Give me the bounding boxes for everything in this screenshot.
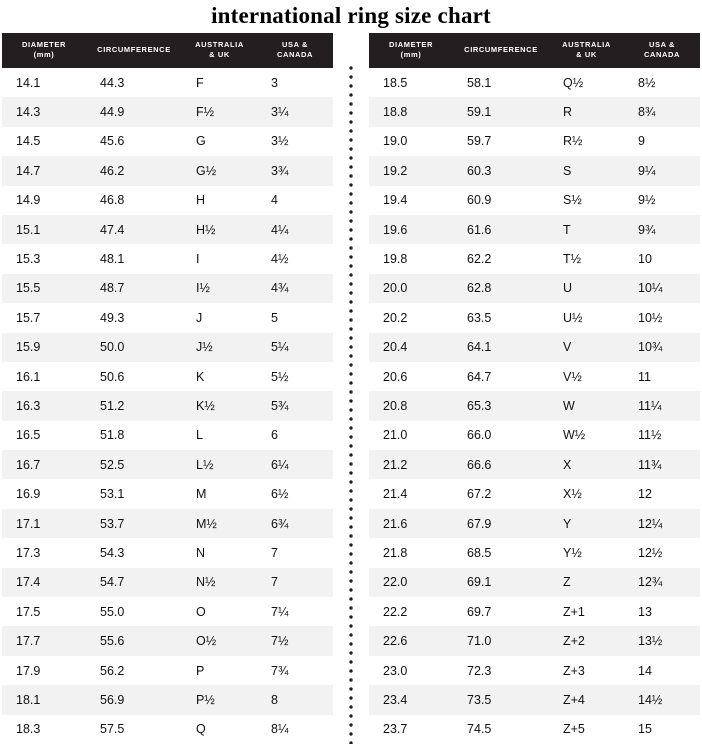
cell-usa-canada: 9¾ bbox=[624, 215, 700, 244]
cell-usa-canada: 9¼ bbox=[624, 156, 700, 185]
cell-circumference: 47.4 bbox=[86, 215, 182, 244]
cell-usa-canada: 7 bbox=[257, 538, 333, 567]
table-row bbox=[369, 215, 700, 244]
cell-circumference: 69.1 bbox=[453, 568, 549, 597]
cell-australia-uk: Z+1 bbox=[549, 597, 624, 626]
table-row bbox=[2, 97, 333, 126]
table-row bbox=[369, 450, 700, 479]
cell-usa-canada: 3 bbox=[257, 68, 333, 97]
cell-diameter: 16.9 bbox=[2, 479, 86, 508]
cell-circumference: 54.3 bbox=[86, 538, 182, 567]
cell-circumference: 48.1 bbox=[86, 244, 182, 273]
cell-usa-canada: 4½ bbox=[257, 244, 333, 273]
table-row bbox=[2, 656, 333, 685]
cell-circumference: 56.2 bbox=[86, 656, 182, 685]
cell-australia-uk: O½ bbox=[182, 626, 257, 655]
cell-circumference: 67.2 bbox=[453, 479, 549, 508]
cell-usa-canada: 5¾ bbox=[257, 391, 333, 420]
table-row bbox=[2, 715, 333, 744]
cell-diameter: 16.3 bbox=[2, 391, 86, 420]
cell-circumference: 72.3 bbox=[453, 656, 549, 685]
column-header-australia-uk-line1: AUSTRALIA bbox=[562, 40, 611, 49]
table-row bbox=[2, 509, 333, 538]
table-row bbox=[2, 421, 333, 450]
table-row bbox=[369, 274, 700, 303]
table-body-left bbox=[2, 68, 333, 744]
column-header-diameter-line2: (mm) bbox=[33, 50, 55, 59]
table-row bbox=[2, 538, 333, 567]
column-header-usa-canada bbox=[624, 33, 700, 68]
cell-circumference: 49.3 bbox=[86, 303, 182, 332]
cell-circumference: 48.7 bbox=[86, 274, 182, 303]
cell-australia-uk: Z+4 bbox=[549, 685, 624, 714]
table-row bbox=[369, 97, 700, 126]
cell-australia-uk: K½ bbox=[182, 391, 257, 420]
table-row bbox=[2, 391, 333, 420]
cell-circumference: 51.2 bbox=[86, 391, 182, 420]
cell-australia-uk: W bbox=[549, 391, 624, 420]
column-header-usa-canada-line1: USA & bbox=[648, 40, 676, 49]
cell-circumference: 44.3 bbox=[86, 68, 182, 97]
column-header-diameter-line1: DIAMETER bbox=[22, 40, 66, 49]
cell-australia-uk: Y bbox=[549, 509, 624, 538]
cell-diameter: 14.1 bbox=[2, 68, 86, 97]
cell-diameter: 20.6 bbox=[369, 362, 453, 391]
cell-usa-canada: 10½ bbox=[624, 303, 700, 332]
column-header-australia-uk-line2: & UK bbox=[209, 50, 230, 59]
cell-usa-canada: 13½ bbox=[624, 626, 700, 655]
cell-diameter: 15.1 bbox=[2, 215, 86, 244]
cell-circumference: 64.1 bbox=[453, 333, 549, 362]
cell-australia-uk: V½ bbox=[549, 362, 624, 391]
table-row bbox=[2, 68, 333, 97]
cell-diameter: 15.3 bbox=[2, 244, 86, 273]
table-row bbox=[369, 68, 700, 97]
column-header-diameter bbox=[369, 33, 453, 68]
cell-diameter: 19.6 bbox=[369, 215, 453, 244]
cell-australia-uk: G bbox=[182, 127, 257, 156]
cell-diameter: 14.7 bbox=[2, 156, 86, 185]
cell-circumference: 46.2 bbox=[86, 156, 182, 185]
cell-usa-canada: 12¼ bbox=[624, 509, 700, 538]
cell-diameter: 20.4 bbox=[369, 333, 453, 362]
cell-australia-uk: Z+3 bbox=[549, 656, 624, 685]
cell-usa-canada: 7 bbox=[257, 568, 333, 597]
cell-usa-canada: 6 bbox=[257, 421, 333, 450]
cell-diameter: 20.8 bbox=[369, 391, 453, 420]
cell-australia-uk: Q½ bbox=[549, 68, 624, 97]
cell-circumference: 65.3 bbox=[453, 391, 549, 420]
cell-diameter: 18.3 bbox=[2, 715, 86, 744]
cell-usa-canada: 6¼ bbox=[257, 450, 333, 479]
cell-australia-uk: R bbox=[549, 97, 624, 126]
right-table-block bbox=[369, 33, 700, 744]
cell-diameter: 19.2 bbox=[369, 156, 453, 185]
column-header-australia-uk-line2: & UK bbox=[576, 50, 597, 59]
cell-diameter: 14.9 bbox=[2, 186, 86, 215]
table-row bbox=[2, 685, 333, 714]
cell-usa-canada: 12½ bbox=[624, 538, 700, 567]
cell-circumference: 67.9 bbox=[453, 509, 549, 538]
cell-diameter: 22.0 bbox=[369, 568, 453, 597]
cell-australia-uk: F½ bbox=[182, 97, 257, 126]
cell-circumference: 55.0 bbox=[86, 597, 182, 626]
cell-usa-canada: 12 bbox=[624, 479, 700, 508]
cell-diameter: 19.8 bbox=[369, 244, 453, 273]
cell-australia-uk: O bbox=[182, 597, 257, 626]
table-row bbox=[2, 244, 333, 273]
cell-circumference: 56.9 bbox=[86, 685, 182, 714]
cell-usa-canada: 7½ bbox=[257, 626, 333, 655]
table-row bbox=[2, 479, 333, 508]
cell-usa-canada: 5½ bbox=[257, 362, 333, 391]
cell-circumference: 46.8 bbox=[86, 186, 182, 215]
cell-australia-uk: H bbox=[182, 186, 257, 215]
cell-usa-canada: 14 bbox=[624, 656, 700, 685]
cell-usa-canada: 5¼ bbox=[257, 333, 333, 362]
cell-usa-canada: 4 bbox=[257, 186, 333, 215]
table-row bbox=[369, 597, 700, 626]
cell-australia-uk: I bbox=[182, 244, 257, 273]
cell-usa-canada: 9 bbox=[624, 127, 700, 156]
cell-circumference: 53.1 bbox=[86, 479, 182, 508]
cell-diameter: 17.1 bbox=[2, 509, 86, 538]
table-row bbox=[2, 127, 333, 156]
table-row bbox=[369, 715, 700, 744]
cell-australia-uk: H½ bbox=[182, 215, 257, 244]
cell-circumference: 55.6 bbox=[86, 626, 182, 655]
cell-diameter: 20.0 bbox=[369, 274, 453, 303]
cell-australia-uk: X bbox=[549, 450, 624, 479]
cell-australia-uk: F bbox=[182, 68, 257, 97]
cell-circumference: 64.7 bbox=[453, 362, 549, 391]
cell-diameter: 16.7 bbox=[2, 450, 86, 479]
column-header-circumference-line1: CIRCUMFERENCE bbox=[464, 45, 538, 54]
cell-australia-uk: J bbox=[182, 303, 257, 332]
cell-australia-uk: G½ bbox=[182, 156, 257, 185]
cell-diameter: 22.2 bbox=[369, 597, 453, 626]
cell-diameter: 15.9 bbox=[2, 333, 86, 362]
cell-circumference: 51.8 bbox=[86, 421, 182, 450]
table-row bbox=[2, 450, 333, 479]
cell-circumference: 66.0 bbox=[453, 421, 549, 450]
cell-diameter: 14.3 bbox=[2, 97, 86, 126]
table-row bbox=[369, 391, 700, 420]
cell-diameter: 15.7 bbox=[2, 303, 86, 332]
cell-diameter: 16.1 bbox=[2, 362, 86, 391]
column-header-australia-uk bbox=[549, 33, 624, 68]
column-header-circumference bbox=[453, 33, 549, 68]
column-header-diameter bbox=[2, 33, 86, 68]
cell-usa-canada: 11½ bbox=[624, 421, 700, 450]
table-row bbox=[369, 626, 700, 655]
cell-australia-uk: N bbox=[182, 538, 257, 567]
cell-australia-uk: Z bbox=[549, 568, 624, 597]
cell-australia-uk: Y½ bbox=[549, 538, 624, 567]
cell-diameter: 21.8 bbox=[369, 538, 453, 567]
cell-usa-canada: 4¾ bbox=[257, 274, 333, 303]
ring-size-table-left bbox=[2, 33, 333, 744]
cell-circumference: 60.9 bbox=[453, 186, 549, 215]
table-body-right bbox=[369, 68, 700, 744]
cell-diameter: 22.6 bbox=[369, 626, 453, 655]
cell-circumference: 63.5 bbox=[453, 303, 549, 332]
cell-usa-canada: 11 bbox=[624, 362, 700, 391]
column-header-diameter-line1: DIAMETER bbox=[389, 40, 433, 49]
cell-circumference: 62.8 bbox=[453, 274, 549, 303]
cell-usa-canada: 10 bbox=[624, 244, 700, 273]
cell-circumference: 73.5 bbox=[453, 685, 549, 714]
cell-usa-canada: 8¾ bbox=[624, 97, 700, 126]
column-header-australia-uk-line1: AUSTRALIA bbox=[195, 40, 244, 49]
column-header-usa-canada-line1: USA & bbox=[281, 40, 309, 49]
cell-australia-uk: K bbox=[182, 362, 257, 391]
cell-diameter: 21.0 bbox=[369, 421, 453, 450]
cell-usa-canada: 10¼ bbox=[624, 274, 700, 303]
cell-usa-canada: 6¾ bbox=[257, 509, 333, 538]
table-row bbox=[2, 626, 333, 655]
cell-australia-uk: J½ bbox=[182, 333, 257, 362]
column-header-australia-uk bbox=[182, 33, 257, 68]
cell-australia-uk: L bbox=[182, 421, 257, 450]
cell-diameter: 23.0 bbox=[369, 656, 453, 685]
cell-diameter: 18.8 bbox=[369, 97, 453, 126]
cell-australia-uk: W½ bbox=[549, 421, 624, 450]
cell-australia-uk: T½ bbox=[549, 244, 624, 273]
cell-australia-uk: V bbox=[549, 333, 624, 362]
cell-circumference: 62.2 bbox=[453, 244, 549, 273]
table-row bbox=[2, 362, 333, 391]
left-table-block bbox=[2, 33, 333, 744]
cell-usa-canada: 3¼ bbox=[257, 97, 333, 126]
column-header-usa-canada-line2: CANADA bbox=[643, 50, 681, 59]
cell-diameter: 17.9 bbox=[2, 656, 86, 685]
table-row bbox=[2, 597, 333, 626]
cell-australia-uk: R½ bbox=[549, 127, 624, 156]
table-row bbox=[369, 656, 700, 685]
cell-australia-uk: M bbox=[182, 479, 257, 508]
table-row bbox=[2, 303, 333, 332]
cell-diameter: 17.3 bbox=[2, 538, 86, 567]
cell-diameter: 15.5 bbox=[2, 274, 86, 303]
cell-australia-uk: M½ bbox=[182, 509, 257, 538]
cell-circumference: 69.7 bbox=[453, 597, 549, 626]
cell-diameter: 23.4 bbox=[369, 685, 453, 714]
cell-circumference: 50.6 bbox=[86, 362, 182, 391]
table-row bbox=[369, 509, 700, 538]
cell-circumference: 60.3 bbox=[453, 156, 549, 185]
cell-australia-uk: N½ bbox=[182, 568, 257, 597]
dotted-divider bbox=[347, 64, 355, 744]
table-row bbox=[369, 362, 700, 391]
table-row bbox=[369, 568, 700, 597]
cell-australia-uk: I½ bbox=[182, 274, 257, 303]
table-row bbox=[369, 685, 700, 714]
cell-circumference: 74.5 bbox=[453, 715, 549, 744]
cell-usa-canada: 7¾ bbox=[257, 656, 333, 685]
cell-usa-canada: 4¼ bbox=[257, 215, 333, 244]
page-title: international ring size chart bbox=[211, 3, 491, 28]
cell-circumference: 59.1 bbox=[453, 97, 549, 126]
cell-usa-canada: 3½ bbox=[257, 127, 333, 156]
ring-size-table-right bbox=[369, 33, 700, 744]
cell-usa-canada: 11¾ bbox=[624, 450, 700, 479]
column-header-usa-canada-line2: CANADA bbox=[276, 50, 314, 59]
cell-usa-canada: 3¾ bbox=[257, 156, 333, 185]
cell-australia-uk: Q bbox=[182, 715, 257, 744]
cell-circumference: 68.5 bbox=[453, 538, 549, 567]
cell-usa-canada: 14½ bbox=[624, 685, 700, 714]
cell-diameter: 19.4 bbox=[369, 186, 453, 215]
cell-circumference: 59.7 bbox=[453, 127, 549, 156]
cell-diameter: 21.2 bbox=[369, 450, 453, 479]
cell-australia-uk: Z+2 bbox=[549, 626, 624, 655]
table-row bbox=[369, 186, 700, 215]
cell-australia-uk: S½ bbox=[549, 186, 624, 215]
cell-australia-uk: T bbox=[549, 215, 624, 244]
cell-diameter: 20.2 bbox=[369, 303, 453, 332]
cell-circumference: 50.0 bbox=[86, 333, 182, 362]
cell-usa-canada: 5 bbox=[257, 303, 333, 332]
table-row bbox=[369, 333, 700, 362]
cell-circumference: 54.7 bbox=[86, 568, 182, 597]
cell-usa-canada: 9½ bbox=[624, 186, 700, 215]
cell-usa-canada: 10¾ bbox=[624, 333, 700, 362]
cell-diameter: 17.4 bbox=[2, 568, 86, 597]
table-row bbox=[369, 303, 700, 332]
table-row bbox=[2, 274, 333, 303]
cell-circumference: 57.5 bbox=[86, 715, 182, 744]
cell-circumference: 44.9 bbox=[86, 97, 182, 126]
table-header-row bbox=[2, 33, 333, 68]
cell-usa-canada: 13 bbox=[624, 597, 700, 626]
cell-circumference: 58.1 bbox=[453, 68, 549, 97]
table-header-row bbox=[369, 33, 700, 68]
cell-diameter: 14.5 bbox=[2, 127, 86, 156]
column-header-circumference bbox=[86, 33, 182, 68]
table-row bbox=[369, 244, 700, 273]
cell-circumference: 66.6 bbox=[453, 450, 549, 479]
table-row bbox=[2, 333, 333, 362]
table-row bbox=[2, 215, 333, 244]
cell-diameter: 16.5 bbox=[2, 421, 86, 450]
cell-diameter: 21.4 bbox=[369, 479, 453, 508]
cell-australia-uk: U½ bbox=[549, 303, 624, 332]
table-row bbox=[369, 156, 700, 185]
cell-usa-canada: 6½ bbox=[257, 479, 333, 508]
cell-diameter: 18.1 bbox=[2, 685, 86, 714]
cell-diameter: 19.0 bbox=[369, 127, 453, 156]
cell-usa-canada: 15 bbox=[624, 715, 700, 744]
table-row bbox=[369, 538, 700, 567]
cell-usa-canada: 8½ bbox=[624, 68, 700, 97]
table-row bbox=[2, 156, 333, 185]
table-row bbox=[369, 127, 700, 156]
cell-circumference: 45.6 bbox=[86, 127, 182, 156]
cell-australia-uk: P bbox=[182, 656, 257, 685]
cell-diameter: 21.6 bbox=[369, 509, 453, 538]
cell-australia-uk: U bbox=[549, 274, 624, 303]
cell-australia-uk: X½ bbox=[549, 479, 624, 508]
table-row bbox=[369, 421, 700, 450]
table-row bbox=[369, 479, 700, 508]
cell-usa-canada: 7¼ bbox=[257, 597, 333, 626]
table-row bbox=[2, 186, 333, 215]
cell-usa-canada: 11¼ bbox=[624, 391, 700, 420]
cell-australia-uk: Z+5 bbox=[549, 715, 624, 744]
cell-circumference: 52.5 bbox=[86, 450, 182, 479]
column-header-usa-canada bbox=[257, 33, 333, 68]
cell-diameter: 17.5 bbox=[2, 597, 86, 626]
cell-circumference: 71.0 bbox=[453, 626, 549, 655]
cell-usa-canada: 12¾ bbox=[624, 568, 700, 597]
cell-diameter: 18.5 bbox=[369, 68, 453, 97]
cell-diameter: 23.7 bbox=[369, 715, 453, 744]
cell-diameter: 17.7 bbox=[2, 626, 86, 655]
cell-usa-canada: 8 bbox=[257, 685, 333, 714]
column-header-diameter-line2: (mm) bbox=[400, 50, 422, 59]
table-row bbox=[2, 568, 333, 597]
cell-circumference: 61.6 bbox=[453, 215, 549, 244]
cell-australia-uk: L½ bbox=[182, 450, 257, 479]
cell-usa-canada: 8¼ bbox=[257, 715, 333, 744]
cell-australia-uk: P½ bbox=[182, 685, 257, 714]
cell-australia-uk: S bbox=[549, 156, 624, 185]
column-header-circumference-line1: CIRCUMFERENCE bbox=[97, 45, 171, 54]
cell-circumference: 53.7 bbox=[86, 509, 182, 538]
tables-container bbox=[0, 33, 702, 744]
